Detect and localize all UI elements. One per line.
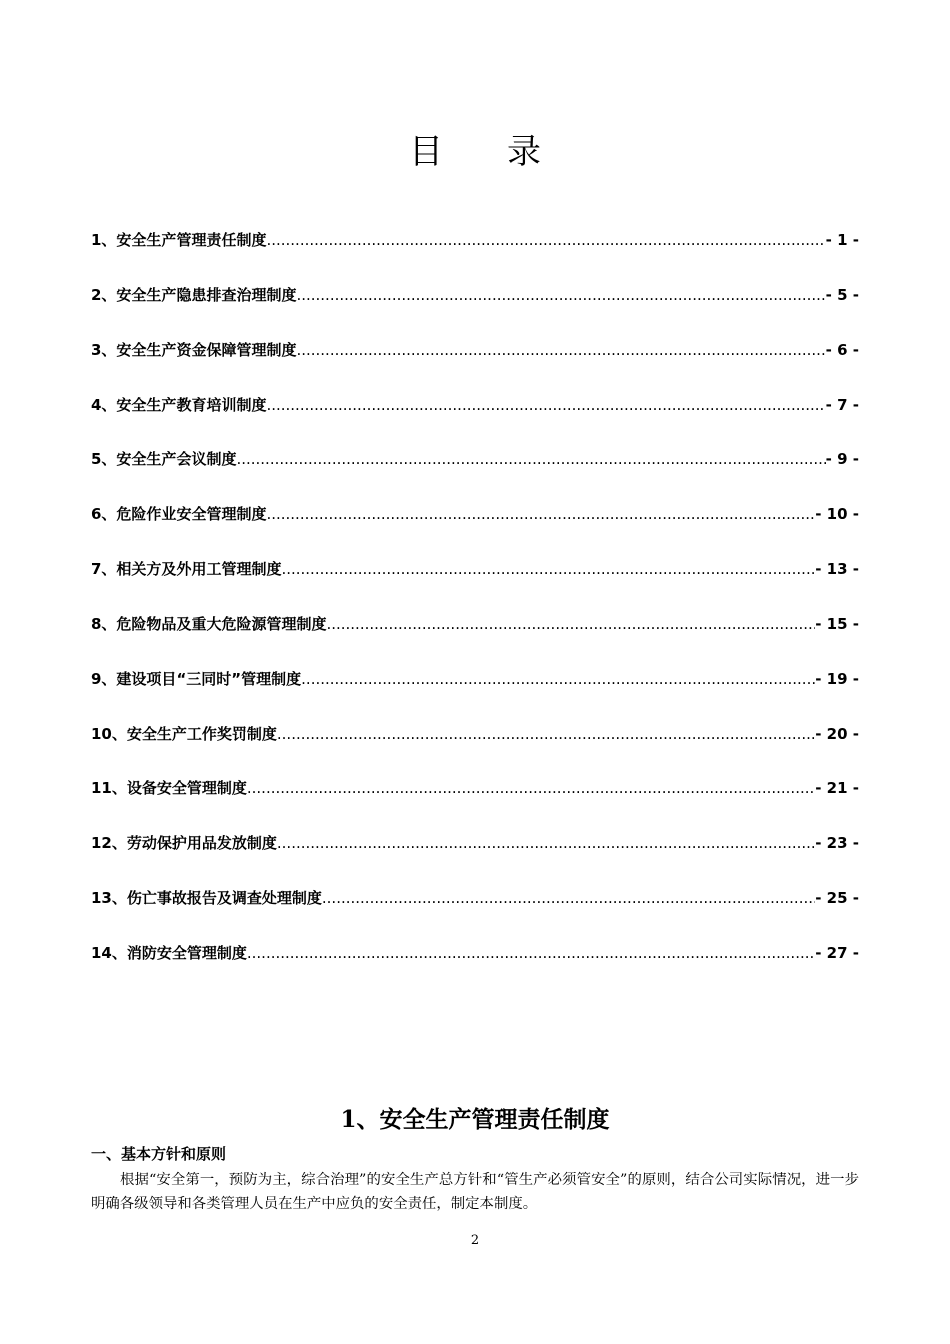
toc-entry-label: 12、劳动保护用品发放制度 xyxy=(91,834,277,853)
toc-entry-label: 1、安全生产管理责任制度 xyxy=(91,231,267,249)
toc-dot-leader xyxy=(326,613,815,635)
toc-entry[interactable] xyxy=(91,613,859,668)
toc-entry-page: - 23 - xyxy=(815,834,859,853)
toc-entry-page: - 13 - xyxy=(815,560,859,579)
toc-entry[interactable] xyxy=(91,229,859,284)
toc-dot-leader xyxy=(236,448,825,470)
toc-entry-page: - 25 - xyxy=(815,889,859,908)
toc-dot-leader xyxy=(322,887,815,909)
toc-entry[interactable] xyxy=(91,723,859,778)
toc-entry-label: 6、危险作业安全管理制度 xyxy=(91,505,267,524)
toc-entry[interactable] xyxy=(91,668,859,723)
toc-entry-page: - 21 - xyxy=(815,779,859,798)
subsection-heading: 一、基本方针和原则 xyxy=(91,1145,227,1163)
toc-dot-leader xyxy=(281,558,815,580)
toc-entry-page: - 9 - xyxy=(825,450,859,469)
toc-entry-label: 3、安全生产资金保障管理制度 xyxy=(91,340,297,359)
section-heading: 1、安全生产管理责任制度 xyxy=(340,1106,610,1133)
toc-entry-label: 7、相关方及外用工管理制度 xyxy=(91,560,282,579)
toc-title: 目录 xyxy=(409,132,605,172)
toc-dot-leader xyxy=(301,668,815,690)
toc-entry-page: - 27 - xyxy=(815,943,859,962)
toc-entry[interactable] xyxy=(91,503,859,558)
toc-entry-label: 14、消防安全管理制度 xyxy=(91,943,247,962)
toc-entry-page: - 1 - xyxy=(825,231,859,249)
body-paragraph: 根据“安全第一，预防为主，综合治理”的安全生产总方针和“管生产必须管安全”的原则，结合公司实际情况，进一步明确各级领导和各类管理人员在生产中应负的安全责任，制定本制度。 xyxy=(91,1172,859,1212)
toc-entry-page: - 20 - xyxy=(815,724,859,743)
toc-dot-leader xyxy=(247,777,815,799)
toc-entry-label: 5、安全生产会议制度 xyxy=(91,450,237,469)
toc-dot-leader xyxy=(296,339,825,361)
toc-entry-page: - 15 - xyxy=(815,614,859,633)
toc-entry[interactable] xyxy=(91,832,859,887)
toc-entry[interactable] xyxy=(91,394,859,449)
toc-entry-page: - 10 - xyxy=(815,505,859,524)
toc-entry-page: - 5 - xyxy=(825,285,859,304)
toc-dot-leader xyxy=(277,832,815,854)
toc-dot-leader xyxy=(277,723,815,745)
toc-entry-label: 4、安全生产教育培训制度 xyxy=(91,395,267,414)
toc-entry-page: - 6 - xyxy=(825,340,859,359)
toc-entry[interactable] xyxy=(91,887,859,942)
toc-entry-label: 11、设备安全管理制度 xyxy=(91,779,247,798)
toc-entry[interactable] xyxy=(91,339,859,394)
toc-entry-page: - 7 - xyxy=(825,395,859,414)
toc-entry[interactable] xyxy=(91,558,859,613)
toc-dot-leader xyxy=(296,284,825,306)
toc-dot-leader xyxy=(266,229,825,251)
toc-entry-label: 2、安全生产隐患排查治理制度 xyxy=(91,285,297,304)
toc-entry-label: 9、建设项目“三同时”管理制度 xyxy=(91,669,302,688)
toc-entry[interactable] xyxy=(91,284,859,339)
table-of-contents xyxy=(91,229,859,997)
toc-entry-label: 8、危险物品及重大危险源管理制度 xyxy=(91,614,327,633)
page-number: 2 xyxy=(470,1233,480,1248)
toc-entry[interactable] xyxy=(91,942,859,997)
toc-entry[interactable] xyxy=(91,448,859,503)
toc-dot-leader xyxy=(247,942,815,964)
toc-dot-leader xyxy=(266,394,825,416)
toc-dot-leader xyxy=(266,503,815,525)
toc-entry-page: - 19 - xyxy=(815,669,859,688)
toc-entry[interactable] xyxy=(91,777,859,832)
toc-entry-label: 13、伤亡事故报告及调查处理制度 xyxy=(91,889,322,908)
toc-entry-label: 10、安全生产工作奖罚制度 xyxy=(91,724,277,743)
